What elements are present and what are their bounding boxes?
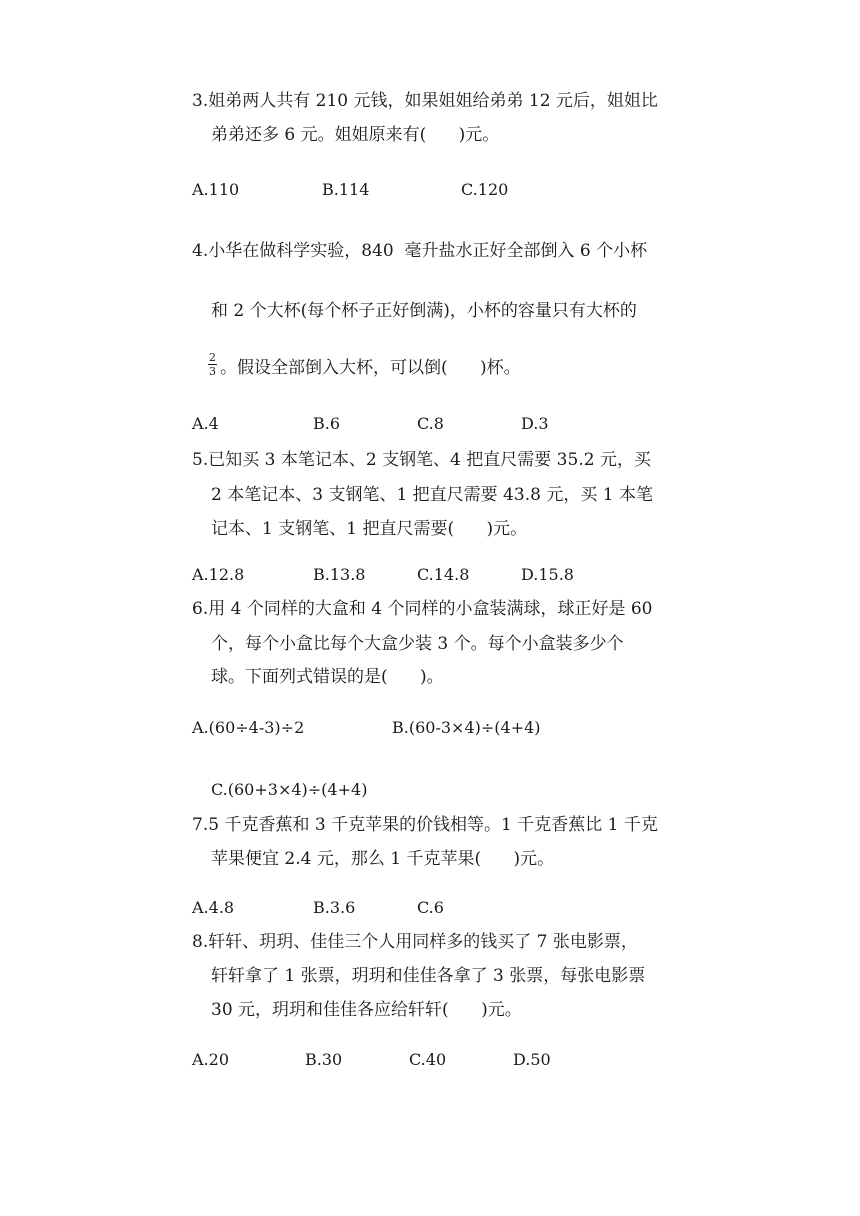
question-4-line-2: 和 2 个大杯(每个杯子正好倒满)，小杯的容量只有大杯的	[211, 301, 637, 321]
question-4-option-d: D.3	[521, 414, 549, 433]
question-6-option-a: A.(60÷4-3)÷2	[192, 718, 305, 737]
question-7-line-2: 苹果便宜 2.4 元，那么 1 千克苹果( )元。	[211, 849, 555, 869]
question-5-option-a: A.12.8	[192, 565, 245, 584]
question-4-line-1: 4.小华在做科学实验，840 毫升盐水正好全部倒入 6 个小杯	[192, 241, 648, 261]
question-5-line-2: 2 本笔记本、3 支钢笔、1 把直尺需要 43.8 元，买 1 本笔	[211, 485, 653, 505]
question-3-line-1: 3.姐弟两人共有 210 元钱，如果姐姐给弟弟 12 元后，姐姐比	[192, 91, 658, 111]
question-4-option-a: A.4	[192, 414, 219, 433]
question-5-line-1: 5.已知买 3 本笔记本、2 支钢笔、4 把直尺需要 35.2 元，买	[192, 450, 651, 470]
question-7-line-1: 7.5 千克香蕉和 3 千克苹果的价钱相等。1 千克香蕉比 1 千克	[192, 815, 658, 835]
question-8-option-d: D.50	[513, 1050, 551, 1069]
question-7-option-a: A.4.8	[192, 898, 235, 917]
question-6-option-c: C.(60+3×4)÷(4+4)	[211, 780, 368, 799]
question-5-option-d: D.15.8	[521, 565, 574, 584]
question-3-option-b: B.114	[322, 180, 370, 199]
question-3-line-2: 弟弟还多 6 元。姐姐原来有( )元。	[211, 125, 500, 145]
question-6-line-1: 6.用 4 个同样的大盒和 4 个同样的小盒装满球，球正好是 60	[192, 599, 653, 619]
question-5-option-c: C.14.8	[417, 565, 470, 584]
question-8-option-a: A.20	[192, 1050, 229, 1069]
question-5-line-3: 记本、1 支钢笔、1 把直尺需要( )元。	[211, 519, 528, 539]
question-8-option-c: C.40	[409, 1050, 447, 1069]
question-6-option-b: B.(60-3×4)÷(4+4)	[392, 718, 541, 737]
question-4-line-3: 。假设全部倒入大杯，可以倒( )杯。	[220, 358, 521, 378]
question-7-option-b: B.3.6	[313, 898, 356, 917]
question-5-option-b: B.13.8	[313, 565, 366, 584]
question-8-line-1: 8.轩轩、玥玥、佳佳三个人用同样多的钱买了 7 张电影票，	[192, 932, 638, 952]
question-6-line-3: 球。下面列式错误的是( )。	[211, 667, 444, 687]
fraction-two-thirds	[208, 352, 217, 377]
fraction-numerator: 2	[209, 351, 216, 364]
question-3-option-a: A.110	[192, 180, 240, 199]
question-7-option-c: C.6	[417, 898, 444, 917]
question-6-line-2: 个，每个小盒比每个大盒少装 3 个。每个小盒装多少个	[211, 634, 624, 654]
question-8-line-2: 轩轩拿了 1 张票，玥玥和佳佳各拿了 3 张票，每张电影票	[211, 966, 646, 986]
question-8-line-3: 30 元，玥玥和佳佳各应给轩轩( )元。	[211, 1000, 522, 1020]
question-4-option-c: C.8	[417, 414, 444, 433]
question-4-option-b: B.6	[313, 414, 341, 433]
fraction-denominator: 3	[209, 365, 216, 378]
question-3-option-c: C.120	[461, 180, 509, 199]
question-8-option-b: B.30	[305, 1050, 343, 1069]
